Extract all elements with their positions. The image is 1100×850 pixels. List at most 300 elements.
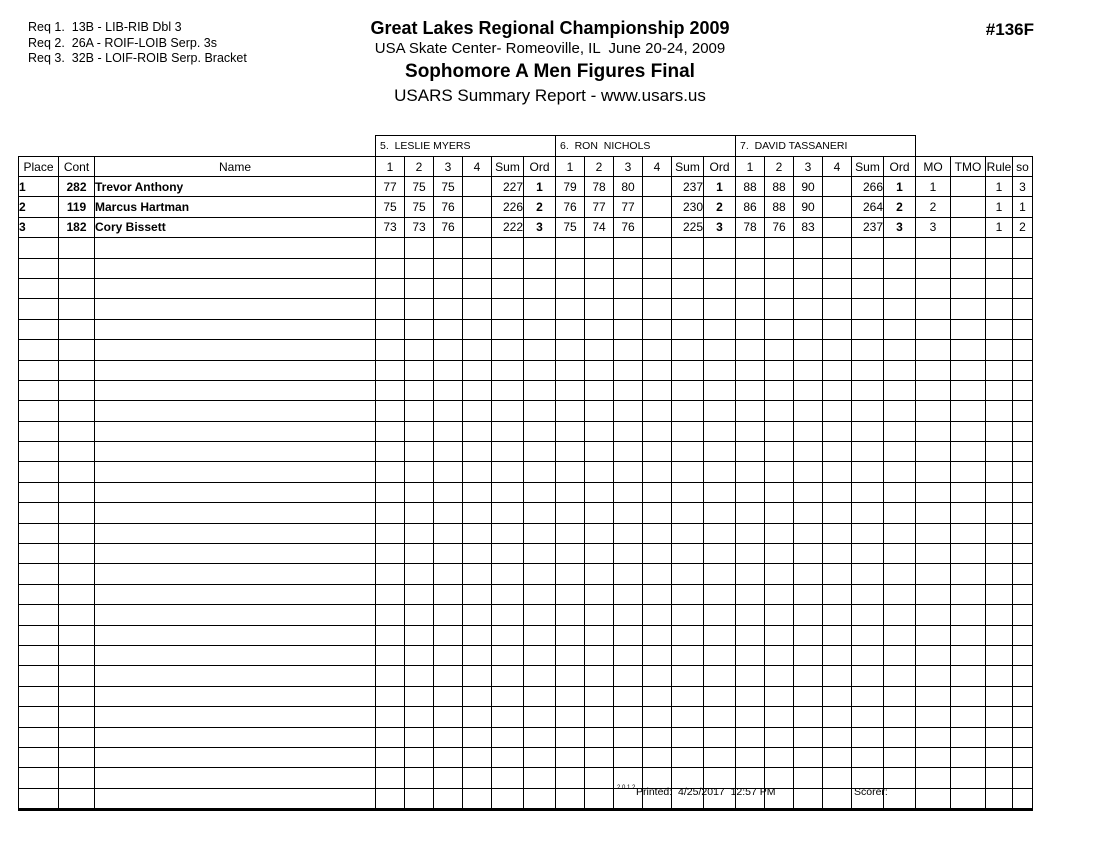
- score-cell: [376, 462, 405, 482]
- sum-cell: 227: [492, 177, 524, 197]
- score-cell: [405, 278, 434, 298]
- score-cell: [765, 544, 794, 564]
- sum-cell: [492, 442, 524, 462]
- so-cell: [1013, 278, 1033, 298]
- ord-cell: [704, 258, 736, 278]
- score-cell: [376, 238, 405, 258]
- score-cell: [376, 768, 405, 788]
- requirement-line-3: Req 3. 32B - LOIF-ROIB Serp. Bracket: [28, 51, 247, 65]
- ord-cell: [704, 625, 736, 645]
- so-cell: [1013, 666, 1033, 686]
- score-cell: [794, 666, 823, 686]
- so-cell: [1013, 768, 1033, 788]
- mo-cell: [916, 727, 951, 747]
- sum-cell: [492, 380, 524, 400]
- ord-cell: 3: [524, 217, 556, 237]
- score-cell: [434, 544, 463, 564]
- score-cell: [736, 278, 765, 298]
- sum-cell: [492, 401, 524, 421]
- score-cell: [463, 360, 492, 380]
- sum-cell: [852, 482, 884, 502]
- name-cell: [95, 340, 376, 360]
- tmo-cell: [951, 645, 986, 665]
- judge1-col-header-sum: Sum: [492, 157, 524, 177]
- rule-cell: [986, 319, 1013, 339]
- rule-cell: [986, 258, 1013, 278]
- score-cell: [823, 523, 852, 543]
- event-number: #136F: [985, 20, 1034, 39]
- cont-cell: [59, 544, 95, 564]
- score-cell: [643, 686, 672, 706]
- score-cell: [434, 238, 463, 258]
- score-cell: [794, 584, 823, 604]
- score-cell: [614, 605, 643, 625]
- mo-cell: [916, 421, 951, 441]
- score-cell: [376, 645, 405, 665]
- name-cell: [95, 401, 376, 421]
- ord-cell: [704, 401, 736, 421]
- score-cell: [823, 564, 852, 584]
- score-cell: [823, 645, 852, 665]
- rule-cell: 1: [986, 177, 1013, 197]
- name-cell: [95, 788, 376, 809]
- score-cell: [643, 707, 672, 727]
- tmo-cell: [951, 747, 986, 767]
- score-cell: [823, 503, 852, 523]
- name-cell: [95, 768, 376, 788]
- score-cell: [823, 707, 852, 727]
- tmo-cell: [951, 462, 986, 482]
- cont-cell: [59, 605, 95, 625]
- judge2-col-header-3: 3: [614, 157, 643, 177]
- sum-cell: [852, 686, 884, 706]
- mo-cell: [916, 401, 951, 421]
- ord-cell: [704, 482, 736, 502]
- score-cell: [736, 360, 765, 380]
- sum-cell: [672, 707, 704, 727]
- name-cell: [95, 462, 376, 482]
- rule-cell: [986, 666, 1013, 686]
- score-cell: [736, 319, 765, 339]
- score-cell: 73: [376, 217, 405, 237]
- score-cell: [405, 645, 434, 665]
- venue-line: USA Skate Center- Romeoville, IL June 20-24, 2009: [374, 40, 726, 57]
- name-cell: [95, 645, 376, 665]
- name-cell: [95, 584, 376, 604]
- sum-cell: 266: [852, 177, 884, 197]
- score-cell: [823, 217, 852, 237]
- tmo-cell: [951, 707, 986, 727]
- score-cell: [736, 421, 765, 441]
- judge3-col-header-ord: Ord: [884, 157, 916, 177]
- name-cell: [95, 564, 376, 584]
- score-cell: [463, 605, 492, 625]
- place-cell: [19, 666, 59, 686]
- score-cell: 90: [794, 197, 823, 217]
- sum-cell: 237: [672, 177, 704, 197]
- score-cell: [556, 666, 585, 686]
- judge3-col-header-3: 3: [794, 157, 823, 177]
- sum-cell: 225: [672, 217, 704, 237]
- sum-cell: [852, 258, 884, 278]
- empty-row: [19, 238, 1033, 258]
- score-cell: [765, 380, 794, 400]
- score-cell: [405, 442, 434, 462]
- score-cell: [823, 258, 852, 278]
- score-cell: [376, 605, 405, 625]
- score-cell: [823, 482, 852, 502]
- sum-cell: [492, 278, 524, 298]
- score-cell: 80: [614, 177, 643, 197]
- judge2-col-header-1: 1: [556, 157, 585, 177]
- score-cell: [405, 523, 434, 543]
- name-cell: Cory Bissett: [95, 217, 376, 237]
- score-cell: [794, 503, 823, 523]
- score-cell: [556, 380, 585, 400]
- sum-cell: [672, 625, 704, 645]
- empty-row: [19, 482, 1033, 502]
- score-cell: [643, 605, 672, 625]
- place-cell: [19, 747, 59, 767]
- score-cell: [765, 564, 794, 584]
- empty-row: [19, 462, 1033, 482]
- score-cell: [823, 340, 852, 360]
- cont-cell: 282: [59, 177, 95, 197]
- score-cell: [463, 625, 492, 645]
- score-cell: [585, 340, 614, 360]
- mo-cell: [916, 360, 951, 380]
- score-cell: [614, 462, 643, 482]
- score-cell: [823, 544, 852, 564]
- score-cell: [736, 503, 765, 523]
- sum-cell: [672, 401, 704, 421]
- tmo-cell: [951, 482, 986, 502]
- score-cell: [463, 482, 492, 502]
- rule-cell: [986, 625, 1013, 645]
- so-cell: [1013, 442, 1033, 462]
- ord-cell: [884, 238, 916, 258]
- score-cell: [643, 319, 672, 339]
- sum-cell: [852, 707, 884, 727]
- score-cell: [614, 360, 643, 380]
- name-cell: [95, 727, 376, 747]
- score-cell: [614, 258, 643, 278]
- judge2-col-header-4: 4: [643, 157, 672, 177]
- tmo-cell: [951, 564, 986, 584]
- sum-cell: [492, 482, 524, 502]
- score-cell: [823, 401, 852, 421]
- score-cell: [556, 482, 585, 502]
- ord-cell: 1: [524, 177, 556, 197]
- score-cell: [405, 707, 434, 727]
- score-cell: [823, 625, 852, 645]
- score-cell: 79: [556, 177, 585, 197]
- empty-row: [19, 645, 1033, 665]
- score-cell: [823, 177, 852, 197]
- rule-cell: [986, 238, 1013, 258]
- sum-cell: [672, 482, 704, 502]
- cont-cell: [59, 442, 95, 462]
- cont-cell: [59, 401, 95, 421]
- cont-cell: [59, 768, 95, 788]
- score-cell: [376, 340, 405, 360]
- ord-cell: [704, 360, 736, 380]
- rule-cell: [986, 340, 1013, 360]
- sum-cell: 226: [492, 197, 524, 217]
- rule-cell: [986, 482, 1013, 502]
- mo-cell: [916, 625, 951, 645]
- sum-cell: [852, 523, 884, 543]
- ord-cell: [884, 299, 916, 319]
- score-cell: [434, 278, 463, 298]
- sum-cell: [492, 645, 524, 665]
- score-cell: [463, 299, 492, 319]
- score-cell: [376, 380, 405, 400]
- score-cell: [794, 421, 823, 441]
- ord-cell: 2: [704, 197, 736, 217]
- sum-cell: [492, 421, 524, 441]
- name-cell: [95, 319, 376, 339]
- score-cell: [794, 523, 823, 543]
- score-cell: [614, 278, 643, 298]
- score-cell: [823, 360, 852, 380]
- score-cell: [794, 707, 823, 727]
- sum-cell: [852, 380, 884, 400]
- score-cell: [405, 360, 434, 380]
- score-cell: [556, 707, 585, 727]
- ord-cell: [704, 686, 736, 706]
- score-cell: [823, 605, 852, 625]
- ord-cell: [704, 278, 736, 298]
- score-cell: 76: [434, 217, 463, 237]
- sum-cell: [852, 340, 884, 360]
- mo-cell: [916, 645, 951, 665]
- tmo-cell: [951, 788, 986, 809]
- ord-cell: [704, 645, 736, 665]
- cont-cell: [59, 584, 95, 604]
- score-cell: [794, 299, 823, 319]
- ord-cell: [704, 747, 736, 767]
- score-cell: [556, 768, 585, 788]
- ord-cell: [704, 727, 736, 747]
- empty-row: [19, 503, 1033, 523]
- ord-cell: [704, 564, 736, 584]
- mo-cell: [916, 462, 951, 482]
- sum-cell: [492, 462, 524, 482]
- place-cell: [19, 462, 59, 482]
- score-cell: [765, 278, 794, 298]
- score-cell: [823, 768, 852, 788]
- score-cell: [736, 564, 765, 584]
- score-cell: [765, 360, 794, 380]
- score-cell: 74: [585, 217, 614, 237]
- name-cell: [95, 707, 376, 727]
- score-cell: [614, 645, 643, 665]
- score-cell: [736, 584, 765, 604]
- score-cell: [794, 686, 823, 706]
- score-cell: [376, 707, 405, 727]
- score-cell: [614, 625, 643, 645]
- score-cell: [614, 727, 643, 747]
- score-cell: [376, 523, 405, 543]
- score-cell: [463, 788, 492, 809]
- name-cell: [95, 299, 376, 319]
- ord-cell: [884, 278, 916, 298]
- score-cell: [614, 707, 643, 727]
- sum-cell: [492, 319, 524, 339]
- score-cell: [434, 319, 463, 339]
- so-cell: [1013, 686, 1033, 706]
- score-cell: [585, 605, 614, 625]
- judge3-col-header-sum: Sum: [852, 157, 884, 177]
- so-cell: 1: [1013, 197, 1033, 217]
- score-cell: [556, 319, 585, 339]
- score-cell: [765, 462, 794, 482]
- so-cell: [1013, 380, 1033, 400]
- score-cell: [463, 258, 492, 278]
- place-cell: [19, 523, 59, 543]
- tmo-cell: [951, 380, 986, 400]
- score-cell: 73: [405, 217, 434, 237]
- mo-cell: [916, 605, 951, 625]
- score-cell: [643, 564, 672, 584]
- score-cell: 75: [556, 217, 585, 237]
- score-cell: [405, 605, 434, 625]
- score-cell: [823, 238, 852, 258]
- so-cell: [1013, 645, 1033, 665]
- score-cell: [434, 645, 463, 665]
- score-cell: [376, 258, 405, 278]
- name-cell: Marcus Hartman: [95, 197, 376, 217]
- score-cell: [434, 625, 463, 645]
- score-cell: [614, 380, 643, 400]
- place-cell: 3: [19, 217, 59, 237]
- score-cell: [794, 625, 823, 645]
- score-cell: [823, 421, 852, 441]
- sum-cell: [852, 747, 884, 767]
- score-cell: [765, 523, 794, 543]
- score-cell: [585, 401, 614, 421]
- score-cell: [823, 666, 852, 686]
- sum-cell: [492, 686, 524, 706]
- score-cell: [434, 768, 463, 788]
- empty-row: [19, 421, 1033, 441]
- score-cell: [823, 197, 852, 217]
- name-cell: [95, 360, 376, 380]
- score-cell: [405, 299, 434, 319]
- name-cell: [95, 686, 376, 706]
- ord-cell: [524, 707, 556, 727]
- score-cell: [585, 645, 614, 665]
- so-cell: [1013, 238, 1033, 258]
- place-cell: [19, 319, 59, 339]
- sum-cell: [672, 299, 704, 319]
- score-cell: [556, 462, 585, 482]
- score-cell: [585, 258, 614, 278]
- tmo-cell: [951, 319, 986, 339]
- score-cell: [765, 645, 794, 665]
- sum-cell: [672, 747, 704, 767]
- score-cell: [585, 523, 614, 543]
- score-cell: 76: [434, 197, 463, 217]
- sum-cell: [492, 666, 524, 686]
- score-cell: [794, 340, 823, 360]
- ord-cell: [524, 645, 556, 665]
- score-cell: [463, 503, 492, 523]
- place-cell: [19, 360, 59, 380]
- sum-cell: [492, 625, 524, 645]
- mo-cell: [916, 503, 951, 523]
- sum-cell: [672, 523, 704, 543]
- sum-cell: [492, 788, 524, 809]
- score-cell: 78: [585, 177, 614, 197]
- score-cell: [405, 258, 434, 278]
- score-cell: [376, 278, 405, 298]
- score-cell: [585, 319, 614, 339]
- ord-cell: [884, 564, 916, 584]
- score-cell: [376, 319, 405, 339]
- score-cell: [434, 666, 463, 686]
- score-cell: [823, 584, 852, 604]
- score-cell: [376, 666, 405, 686]
- ord-cell: [704, 523, 736, 543]
- score-cell: [614, 523, 643, 543]
- ord-cell: [884, 503, 916, 523]
- rule-cell: [986, 707, 1013, 727]
- ord-cell: 1: [704, 177, 736, 197]
- score-cell: [643, 625, 672, 645]
- score-cell: [585, 727, 614, 747]
- score-cell: [556, 278, 585, 298]
- sum-cell: [492, 360, 524, 380]
- ord-cell: [524, 768, 556, 788]
- score-cell: [405, 747, 434, 767]
- score-cell: [434, 605, 463, 625]
- score-cell: [556, 503, 585, 523]
- score-cell: [736, 380, 765, 400]
- score-cell: [556, 645, 585, 665]
- score-cell: [643, 340, 672, 360]
- score-cell: [434, 686, 463, 706]
- cont-cell: [59, 462, 95, 482]
- score-cell: [434, 788, 463, 809]
- band-left-spacer: [19, 136, 376, 157]
- name-cell: [95, 258, 376, 278]
- tmo-cell: [951, 503, 986, 523]
- sum-cell: [672, 686, 704, 706]
- score-cell: [405, 544, 434, 564]
- so-cell: [1013, 584, 1033, 604]
- score-cell: [556, 605, 585, 625]
- empty-row: [19, 442, 1033, 462]
- sum-cell: [852, 564, 884, 584]
- score-cell: [794, 258, 823, 278]
- sum-cell: [852, 401, 884, 421]
- ord-cell: [884, 768, 916, 788]
- score-cell: [585, 482, 614, 502]
- mo-cell: [916, 544, 951, 564]
- rule-cell: [986, 523, 1013, 543]
- place-cell: [19, 605, 59, 625]
- score-cell: [463, 380, 492, 400]
- score-cell: [405, 340, 434, 360]
- score-cell: [643, 380, 672, 400]
- score-cell: [556, 564, 585, 584]
- ord-cell: [704, 462, 736, 482]
- ord-cell: 1: [884, 177, 916, 197]
- name-cell: [95, 523, 376, 543]
- score-cell: [376, 686, 405, 706]
